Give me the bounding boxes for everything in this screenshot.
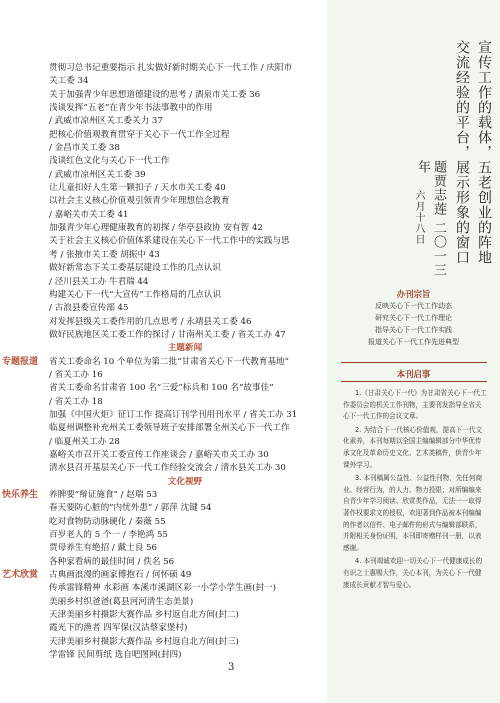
toc-entry-text: 把核心价值观教育贯穿于关心下一代工作全过程 — [49, 129, 230, 140]
notice-paragraph: 3. 本刊稿属公益性、公益性刊物，先任何商业、经营行为，的人力、物力投限；对所编编来自青少年学习阅读、欣赏类作品，无法一一取得著作权要求文的授权，欢迎著到作品被本刊编编的作者以信件、电子邮件的形式与编辑部联系，并附相关身份证明，本刊即寄赠样刊一册，以表感谢。 — [343, 474, 483, 552]
toc-entry-text: 霞光下的渔者 四军保(汉沽蔡家堡村) — [49, 623, 188, 634]
toc-entry — [0, 235, 326, 248]
toc-entry-text: 省关工委命名 10 个单位为第二批“甘肃省关心下一代教育基地” — [49, 356, 290, 367]
toc-entry-text: 浅谈红色文化与关心下一代工作 — [49, 156, 170, 167]
toc-entry — [0, 289, 326, 302]
toc-entry — [0, 409, 326, 422]
toc-entry — [0, 276, 326, 289]
toc-entry — [0, 529, 326, 542]
toc-entry-text: 以社会主义核心价值观引领青少年理想信念教育 — [49, 196, 230, 207]
toc-entry-text: 天津美丽乡村摄影大赛作品 乡村返自北方间(封三) — [49, 636, 239, 647]
aims-list — [327, 300, 500, 348]
toc-entry-text: 嘉峪关市召开关工委宣传工作座谈会 / 嘉峪关市关工办 30 — [49, 449, 269, 460]
toc-entry — [0, 195, 326, 208]
toc-entry — [0, 382, 326, 395]
toc-entry-text: 古典画浪漫的画家傅抱石 / 何怀硕 49 — [49, 570, 192, 581]
aims-item: 指导关心下一代工作实践 — [375, 326, 452, 334]
toc-entry — [0, 222, 326, 235]
toc-entry-text: 做好民族地区关工委工作的探讨 / 甘南州关工委 / 省关工办 47 — [49, 329, 286, 340]
toc-entry-text: 主题新闻 — [167, 343, 203, 354]
toc-entry — [0, 569, 326, 582]
toc-entry — [0, 356, 326, 369]
toc-entry-text: 百岁老人的 5 个一 / 李艳鸿 55 — [49, 530, 168, 541]
toc-entry — [0, 209, 326, 222]
toc-entry-text: 临夏州调整补充州关工委领导班子安排部署全州关心下一代工作 — [49, 423, 290, 434]
notice-title: 本刊启事 — [396, 369, 431, 379]
toc-entry — [0, 636, 326, 649]
toc-entry — [0, 516, 326, 529]
toc-entry — [0, 262, 326, 275]
toc-entry — [0, 622, 326, 635]
toc-entry-text: 吃对食物防动脉硬化 / 秦薇 55 — [49, 516, 166, 527]
toc-entry-text: 对发挥县级关工委作用的几点思考 / 永靖县关工委 46 — [49, 316, 252, 327]
divider — [341, 381, 487, 382]
toc-entry-text: 贯彻习总书记重要指示 扎实做好新时期关心下一代工作 / 庆阳市 — [49, 63, 293, 73]
toc-entry-text: 关工委 34 — [49, 76, 89, 87]
toc-entry-text: 文化视野 — [167, 476, 203, 487]
toc-entry — [0, 129, 326, 142]
toc-entry — [0, 542, 326, 555]
toc-entry — [0, 62, 326, 75]
toc-entry — [0, 462, 326, 475]
toc-entry — [0, 609, 326, 622]
notice-paragraph: 4. 本刊竭诚欢迎一切关心下一代健康成长的有识之士惠赐大作，关心本刊，为关心下一代健康成长贡献才智与爱心。 — [343, 557, 483, 589]
notice-paragraph: 2. 为结合下一代核心价值观，提高下一代文化素养，本刊每期以全国主编编辑部分中华优传承文化及革命历史文化、艺术类稿件，供青少年课外学习。 — [343, 425, 483, 469]
toc-entry-text: 省关工委命名甘肃省 100 名“三爱”标兵和 100 名“故事佳” — [49, 383, 274, 394]
toc-entry — [0, 249, 326, 262]
toc-section-label: 专题报道 — [2, 356, 39, 367]
toc-section-heading — [0, 342, 326, 355]
toc-entry-text: 浅谈发挥“五老”在青少年书法事教中的作用 — [49, 103, 213, 114]
toc-entry — [0, 75, 326, 88]
toc-entry — [0, 556, 326, 569]
toc-section-label: 艺术欣赏 — [2, 570, 39, 581]
toc-entry-text: / 古浪县委宣传部 45 — [49, 303, 129, 314]
toc-section-heading — [0, 476, 326, 489]
toc-entry-text: / 泾川县关工办 牛君瑞 44 — [49, 276, 149, 287]
divider — [341, 362, 487, 363]
toc-entry — [0, 489, 326, 502]
toc-entry — [0, 369, 326, 382]
toc-entry — [0, 422, 326, 435]
toc-entry — [0, 182, 326, 195]
toc-entry — [0, 436, 326, 449]
toc-entry — [0, 449, 326, 462]
notice-paragraph: 1.《甘肃关心下一代》为甘肃省关心下一代工作委员会的机关工作刊物，主要刊发指导全省关心下一代工作的会议文章。 — [343, 389, 487, 421]
toc-entry-text: 学雷锋 民间剪纸 选自吧图网(封四) — [49, 650, 182, 661]
toc-entry-text: / 金昌市关工委 38 — [49, 143, 120, 154]
toc-entry-text: 考 / 张掖市关工委 胡振中 43 — [49, 249, 160, 260]
toc-entry-text: / 嘉峪关市关工委 41 — [49, 209, 129, 220]
toc-entry-text: 各种家看病的最佳时间 / 佚名 56 — [49, 556, 175, 567]
toc-entry — [0, 649, 326, 662]
toc-entry — [0, 596, 326, 609]
toc-entry-text: 让儿童扣好人生第一颗扣子 / 天水市关工委 40 — [49, 183, 226, 194]
toc-entry-text: 关于社会主义核心价值体系建设在关心下一代工作中的实践与思 — [49, 236, 290, 247]
toc-entry-text: 养脾要“辩证施食” / 赵瑞 53 — [49, 490, 158, 500]
calligraphy-inscription — [337, 40, 492, 280]
toc-entry-text: 做好新常态下关工委基层建设工作的几点认识 — [49, 263, 221, 274]
toc-entry-text: / 省关工办 18 — [49, 396, 103, 407]
toc-entry-text: 加强《中国火炬》征订工作 提高订刊学刊用刊水平 / 省关工办 31 — [49, 409, 298, 420]
aims-title: 办刊宗旨 — [396, 289, 431, 299]
toc-entry — [0, 155, 326, 168]
toc-entry-text: / 临夏州关工办 28 — [49, 436, 120, 447]
toc-entry — [0, 115, 326, 128]
calligraphy-column: 交流经验的平台，展示形象的窗口 — [454, 40, 470, 265]
toc-entry — [0, 316, 326, 329]
toc-section-label: 快乐养生 — [2, 490, 39, 500]
aims-item: 反映关心下一代工作动态 — [375, 302, 452, 310]
toc-entry-text: 天津美丽乡村摄影大赛作品 乡村返自北方间(封二) — [49, 610, 239, 621]
toc-entry-text: 春天要防心脏的“内忧外患” / 郭萍 沈键 54 — [49, 503, 212, 514]
toc-entry — [0, 89, 326, 102]
toc-entry-text: 传承雷锋精神 水彩画 本溪市溪湖区彩一小学小学生画(封一) — [49, 583, 277, 594]
calligraphy-column: 宣传工作的载体，五老创业的阵地 — [476, 40, 492, 265]
toc-entry — [0, 142, 326, 155]
toc-entry-text: 构建关心下一代“大宣传”工作格局的几点认识 — [49, 289, 222, 300]
toc-entry — [0, 329, 326, 342]
aims-item: 研究关心下一代工作理论 — [375, 314, 452, 322]
toc-entry-text: 关于加强青少年思想道德建设的思考 / 酒泉市关工委 36 — [49, 89, 261, 100]
toc-entry-text: / 省关工办 16 — [49, 369, 103, 380]
toc-entry-text: 贾母养生有绝招 / 戴士良 56 — [49, 543, 157, 554]
table-of-contents — [0, 62, 326, 662]
toc-entry — [0, 502, 326, 515]
toc-entry — [0, 302, 326, 315]
aims-item: 报道关心下一代工作先进典型 — [368, 338, 459, 346]
toc-entry-text: 美丽乡村织爸爸(葛县河河清生态美景) — [49, 596, 194, 607]
toc-entry-text: 清水县召开基层关心下一代工作经验交流会 / 清水县关工办 30 — [49, 463, 286, 474]
toc-entry — [0, 169, 326, 182]
toc-entry — [0, 102, 326, 115]
toc-entry — [0, 396, 326, 409]
calligraphy-date: 六月十八日 — [413, 190, 424, 245]
sidebar — [327, 0, 500, 703]
toc-entry-text: 加强青少年心理健康教育的初探 / 华亭县政协 安有智 42 — [49, 223, 263, 234]
toc-entry-text: / 武威市凉州区关工委关力 37 — [49, 116, 163, 127]
page-number: 3 — [228, 662, 235, 673]
toc-entry — [0, 582, 326, 595]
toc-entry-text: / 武威市凉州区关工委 39 — [49, 169, 146, 180]
calligraphy-signature: 题贾志莲 二〇一三年 — [415, 160, 446, 278]
notice-body — [343, 388, 487, 593]
